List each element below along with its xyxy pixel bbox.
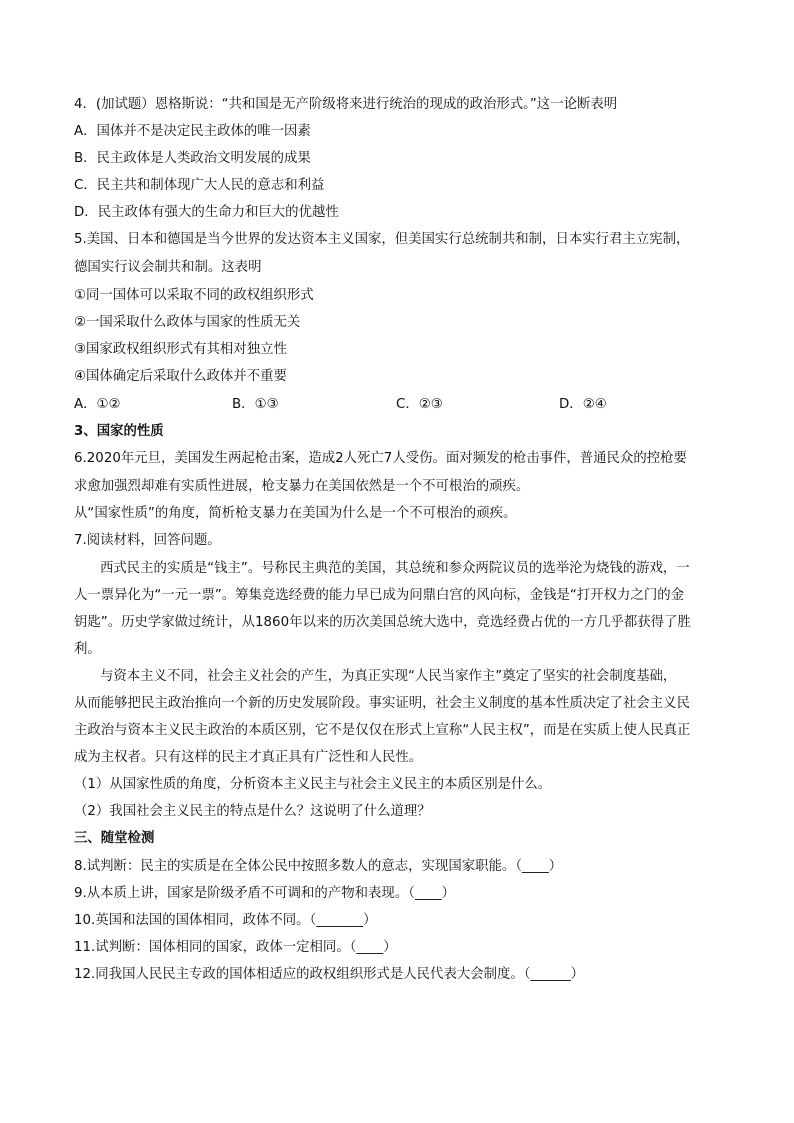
q5-statement-1: ①同一国体可以采取不同的政权组织形式 (74, 288, 314, 303)
q5-stem-line-1: 5.美国、日本和德国是当今世界的发达资本主义国家，但美国实行总统制共和制，日本实行君主立宪制， (74, 232, 690, 247)
q6-line-3: 从“国家性质”的角度，简析枪支暴力在美国为什么是一个不可根治的顽疾。 (74, 506, 517, 521)
q5-stem-line-2: 德国实行议会制共和制。这表明 (74, 260, 262, 275)
q5-statement-2: ②一国采取什么政体与国家的性质无关 (74, 315, 301, 330)
check-item-8: 8.试判断：民主的实质是在全体公民中按照多数人的意志，实现国家职能。（____） (74, 859, 563, 874)
q4-stem: 4．(加试题）恩格斯说：“共和国是无产阶级将来进行统治的现成的政治形式。”这一论断表明 (74, 97, 618, 112)
check-item-11: 11.试判断：国体相同的国家，政体一定相同。（____） (74, 940, 397, 955)
q6-line-1: 6.2020年元旦，美国发生两起枪击案，造成2人死亡7人受伤。面对频发的枪击事件，普通民众的控枪要 (74, 451, 687, 466)
q7-para1-line-2: 人一票异化为“一元一票”。筹集竞选经费的能力早已成为问鼎白宫的风向标，金钱是“打开权力之门的金 (74, 588, 684, 603)
section-3-heading: 3、国家的性质 (74, 424, 164, 439)
q7-sub-question-1: （1）从国家性质的角度，分析资本主义民主与社会主义民主的本质区别是什么。 (74, 777, 552, 792)
q5-statement-3: ③国家政权组织形式有其相对独立性 (74, 342, 287, 357)
q7-para1-line-1: 西式民主的实质是“钱主”。号称民主典范的美国，其总统和参众两院议员的选举沦为烧钱的游戏，一 (100, 561, 690, 576)
q5-option-d: D．②④ (559, 397, 607, 412)
q7-para2-line-1: 与资本主义不同，社会主义社会的产生，为真正实现“人民当家作主”奠定了坚实的社会制度基础， (100, 669, 677, 684)
q5-option-c: C．②③ (396, 397, 443, 412)
section-three-heading: 三、随堂检测 (74, 831, 155, 846)
q7-para2-line-4: 成为主权者。只有这样的民主才真正具有广泛性和人民性。 (74, 750, 423, 765)
q7-stem: 7.阅读材料，回答问题。 (74, 533, 221, 548)
q4-option-d: D．民主政体有强大的生命力和巨大的优越性 (74, 205, 339, 220)
q4-option-a: A．国体并不是决定民主政体的唯一因素 (74, 124, 311, 139)
check-item-10: 10.英国和法国的国体相同，政体不同。（_______） (74, 913, 377, 928)
q4-option-c: C．民主共和制体现广大人民的意志和利益 (74, 178, 325, 193)
check-item-12: 12.同我国人民民主专政的国体相适应的政权组织形式是人民代表大会制度。（______） (74, 967, 585, 982)
q5-option-a: A．①② (74, 397, 121, 412)
q7-para2-line-2: 从而能够把民主政治推向一个新的历史发展阶段。事实证明，社会主义制度的基本性质决定了社会主义民 (74, 696, 690, 711)
q5-statement-4: ④国体确定后采取什么政体并不重要 (74, 369, 287, 384)
q5-option-b: B．①③ (232, 397, 279, 412)
q7-para1-line-4: 利。 (74, 642, 101, 657)
q4-option-b: B．民主政体是人类政治文明发展的成果 (74, 151, 311, 166)
q6-line-2: 求愈加强烈却难有实质性进展，枪支暴力在美国依然是一个不可根治的顽疾。 (74, 479, 530, 494)
q7-para2-line-3: 主政治与资本主义民主政治的本质区别，它不是仅仅在形式上宣称“人民主权”，而是在实质上使人民真正 (74, 723, 691, 738)
check-item-9: 9.从本质上讲，国家是阶级矛盾不可调和的产物和表现。（____） (74, 886, 456, 901)
q7-sub-question-2: （2）我国社会主义民主的特点是什么？这说明了什么道理？ (74, 804, 431, 819)
q7-para1-line-3: 钥匙”。历史学家做过统计，从1860年以来的历次美国总统大选中，竞选经费占优的一方几乎都获得了胜 (74, 615, 691, 630)
q5-options-row (74, 396, 734, 414)
